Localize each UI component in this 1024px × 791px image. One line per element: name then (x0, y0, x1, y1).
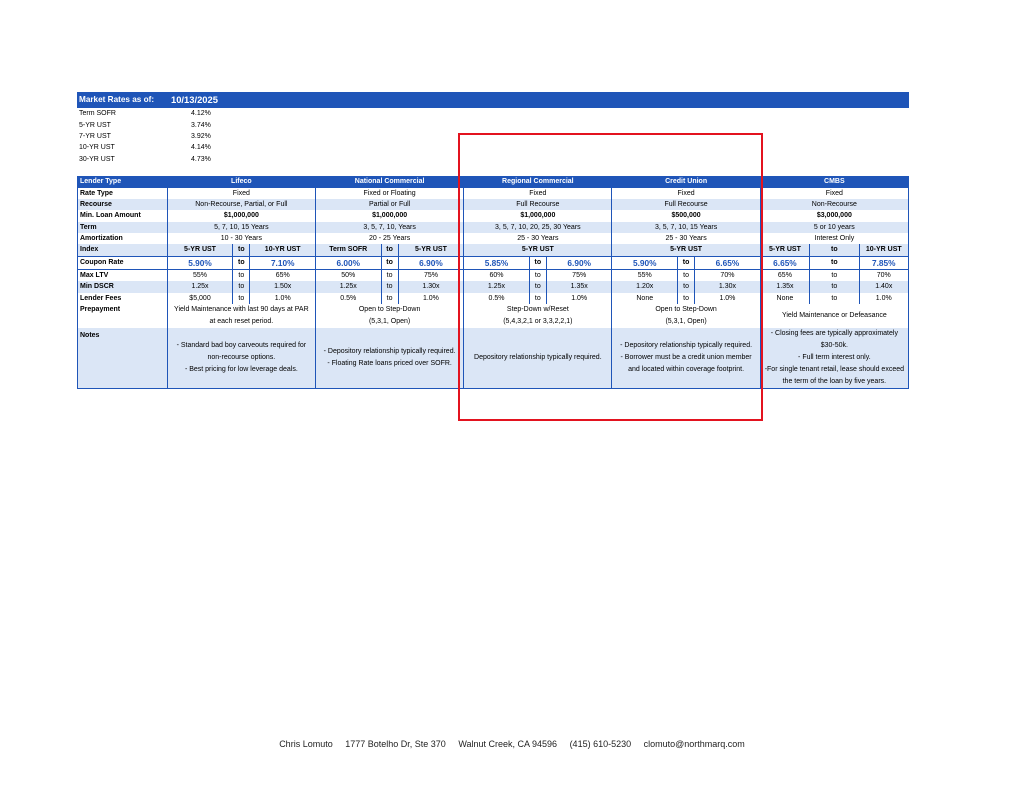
to-label: to (810, 293, 859, 304)
to-label: to (233, 270, 250, 282)
to-label: to (381, 281, 398, 292)
table-cell: 55% (167, 270, 233, 282)
table-cell: 5-YR UST (760, 244, 809, 256)
highlight-box (458, 133, 763, 421)
table-cell: 1.20x (612, 281, 678, 292)
table-cell: 70% (859, 270, 908, 282)
to-label: to (529, 293, 546, 304)
row-label: Notes (78, 328, 168, 389)
rate-name: 5-YR UST (79, 121, 111, 129)
row-label: Coupon Rate (78, 256, 168, 270)
table-cell: 1.25x (315, 281, 381, 292)
table-cell: 65% (250, 270, 316, 282)
table-cell: 3, 5, 7, 10, Years (315, 222, 463, 233)
table-cell: 1.25x (167, 281, 233, 292)
table-cell: 1.30x (398, 281, 464, 292)
table-cell: 50% (315, 270, 381, 282)
to-label: to (529, 256, 546, 270)
table-cell: 6.90% (546, 256, 612, 270)
table-cell: 1.40x (859, 281, 908, 292)
table-cell: Partial or Full (315, 199, 463, 210)
table-cell: 5-YR UST (464, 244, 612, 256)
cell-line: (5,3,1, Open) (665, 318, 707, 326)
to-label: to (678, 256, 695, 270)
table-cell: Non-Recourse, Partial, or Full (167, 199, 315, 210)
row-label: Lender Fees (78, 293, 168, 304)
table-cell: 10-YR UST (250, 244, 316, 256)
table-cell: 7.10% (250, 256, 316, 270)
market-rate-row (77, 108, 909, 119)
footer-city: Walnut Creek, CA 94596 (458, 739, 558, 749)
to-label: to (233, 281, 250, 292)
cell-line: (5,4,3,2,1 or 3,3,2,2,1) (503, 318, 573, 326)
table-cell: 25 - 30 Years (464, 233, 612, 244)
table-cell: 65% (760, 270, 809, 282)
to-label: to (381, 270, 398, 282)
note-line: Depository relationship typically required. (474, 354, 602, 362)
rate-name: 10-YR UST (79, 144, 115, 152)
table-cell: 6.65% (760, 256, 809, 270)
table-cell: 1.0% (695, 293, 761, 304)
table-cell: 1.25x (464, 281, 530, 292)
row-label: Rate Type (78, 188, 168, 199)
rate-name: Term SOFR (79, 110, 116, 118)
table-cell: 0.5% (315, 293, 381, 304)
row-label: Prepayment (78, 304, 168, 328)
table-cell: 6.90% (398, 256, 464, 270)
cell-line: Open to Step-Down (358, 305, 421, 313)
table-cell (167, 304, 315, 328)
to-label: to (810, 244, 859, 256)
table-cell: 7.85% (859, 256, 908, 270)
market-rates-date: 10/13/2025 (171, 94, 218, 106)
footer-name: Chris Lomuto (279, 739, 333, 749)
table-cell: Interest Only (760, 233, 908, 244)
table-cell: 6.00% (315, 256, 381, 270)
note-line: - Borrower must be a credit union member (620, 354, 752, 362)
market-rates-label: Market Rates as of: (79, 94, 155, 104)
table-cell: Full Recourse (464, 199, 612, 210)
table-cell: $3,000,000 (760, 210, 908, 221)
table-cell: None (760, 293, 809, 304)
to-label: to (678, 293, 695, 304)
table-cell: Fixed (612, 188, 760, 199)
to-label: to (233, 244, 250, 256)
to-label: to (529, 270, 546, 282)
footer-address: 1777 Botelho Dr, Ste 370 (345, 739, 446, 749)
table-cell: Full Recourse (612, 199, 760, 210)
to-label: to (381, 293, 398, 304)
rate-name: 7-YR UST (79, 132, 111, 140)
table-cell: Yield Maintenance or Defeasance (760, 304, 908, 328)
table-cell: 5-YR UST (612, 244, 760, 256)
table-cell: 1.35x (546, 281, 612, 292)
table-cell: 1.50x (250, 281, 316, 292)
note-line: -For single tenant retail, lease should exceed (764, 366, 905, 374)
lender-header-regional-commercial: Regional Commercial (464, 176, 612, 188)
table-cell: 5, 7, 10, 15 Years (167, 222, 315, 233)
notes-cell-cmbs (760, 328, 908, 389)
table-cell: 5-YR UST (167, 244, 233, 256)
rate-name: 30-YR UST (79, 155, 115, 163)
table-cell: $1,000,000 (315, 210, 463, 221)
row-label: Max LTV (78, 270, 168, 282)
notes-cell-national (315, 328, 463, 389)
row-label: Index (78, 244, 168, 256)
note-line: - Closing fees are typically approximately (770, 330, 898, 338)
table-cell: 75% (398, 270, 464, 282)
footer-phone: (415) 610-5230 (569, 739, 632, 749)
table-cell: 1.0% (859, 293, 908, 304)
table-cell: 5-YR UST (398, 244, 464, 256)
row-label: Lender Type (78, 176, 168, 188)
rate-value: 4.73% (191, 155, 211, 163)
note-line: - Best pricing for low leverage deals. (184, 366, 298, 374)
table-cell: Non-Recourse (760, 199, 908, 210)
rate-value: 3.74% (191, 121, 211, 129)
table-cell: 20 - 25 Years (315, 233, 463, 244)
to-label: to (810, 270, 859, 282)
table-cell: 70% (695, 270, 761, 282)
table-cell: 5.90% (612, 256, 678, 270)
lender-header-lifeco: Lifeco (167, 176, 315, 188)
lender-header-credit-union: Credit Union (612, 176, 760, 188)
to-label: to (233, 256, 250, 270)
cell-line: Open to Step-Down (655, 305, 717, 313)
table-cell (315, 304, 463, 328)
row-label: Amortization (78, 233, 168, 244)
note-line: - Full term interest only. (798, 354, 871, 362)
to-label: to (381, 244, 398, 256)
table-cell: 3, 5, 7, 10, 20, 25, 30 Years (464, 222, 612, 233)
to-label: to (678, 281, 695, 292)
note-line: - Depository relationship typically required. (323, 348, 456, 356)
cell-line: (5,3,1, Open) (368, 318, 411, 326)
to-label: to (233, 293, 250, 304)
to-label: to (810, 256, 859, 270)
table-cell: 1.0% (398, 293, 464, 304)
table-cell: 10 - 30 Years (167, 233, 315, 244)
footer-email: clomuto@northmarq.com (643, 739, 745, 749)
table-cell: $1,000,000 (167, 210, 315, 221)
table-cell: 5.90% (167, 256, 233, 270)
note-line: the term of the loan by five years. (782, 378, 887, 386)
to-label: to (529, 281, 546, 292)
table-cell: 1.30x (695, 281, 761, 292)
row-label: Min DSCR (78, 281, 168, 292)
rate-value: 4.12% (191, 110, 211, 118)
table-cell: 0.5% (464, 293, 530, 304)
table-cell: 1.35x (760, 281, 809, 292)
table-cell: 25 - 30 Years (612, 233, 760, 244)
rate-value: 4.14% (191, 144, 211, 152)
table-cell: $1,000,000 (464, 210, 612, 221)
table-cell: 75% (546, 270, 612, 282)
note-line: - Depository relationship typically required. (620, 342, 753, 350)
note-line: - Standard bad boy carveouts required for (176, 342, 307, 350)
table-cell: 5.85% (464, 256, 530, 270)
table-cell: $500,000 (612, 210, 760, 221)
cell-line: at each reset period. (209, 318, 274, 326)
table-cell: 3, 5, 7, 10, 15 Years (612, 222, 760, 233)
note-line: non-recourse options. (207, 354, 276, 362)
row-label: Term (78, 222, 168, 233)
table-cell: 55% (612, 270, 678, 282)
table-cell: Fixed (464, 188, 612, 199)
note-line: and located within coverage footprint. (628, 366, 745, 374)
to-label: to (678, 270, 695, 282)
cell-line: Step-Down w/Reset (506, 305, 569, 313)
row-label: Recourse (78, 199, 168, 210)
table-cell: 1.0% (546, 293, 612, 304)
table-cell: 60% (464, 270, 530, 282)
note-line: $30-50k. (820, 342, 848, 350)
table-cell: 1.0% (250, 293, 316, 304)
footer-contact (0, 739, 1024, 749)
market-rates-header (77, 92, 909, 108)
table-cell: $5,000 (167, 293, 233, 304)
table-cell: Fixed (760, 188, 908, 199)
table-cell: Fixed (167, 188, 315, 199)
table-cell: 6.65% (695, 256, 761, 270)
row-label: Min. Loan Amount (78, 210, 168, 221)
lender-header-national-commercial: National Commercial (315, 176, 463, 188)
rate-value: 3.92% (191, 132, 211, 140)
lender-header-cmbs: CMBS (760, 176, 908, 188)
cell-line: Yield Maintenance with last 90 days at PAR (174, 305, 309, 313)
table-cell: 5 or 10 years (760, 222, 908, 233)
table-cell: None (612, 293, 678, 304)
notes-cell-lifeco (167, 328, 315, 389)
market-rate-row (77, 119, 909, 130)
table-cell: Term SOFR (315, 244, 381, 256)
to-label: to (810, 281, 859, 292)
note-line: - Floating Rate loans priced over SOFR. (327, 360, 452, 368)
table-cell: Fixed or Floating (315, 188, 463, 199)
table-cell: 10-YR UST (859, 244, 908, 256)
to-label: to (381, 256, 398, 270)
